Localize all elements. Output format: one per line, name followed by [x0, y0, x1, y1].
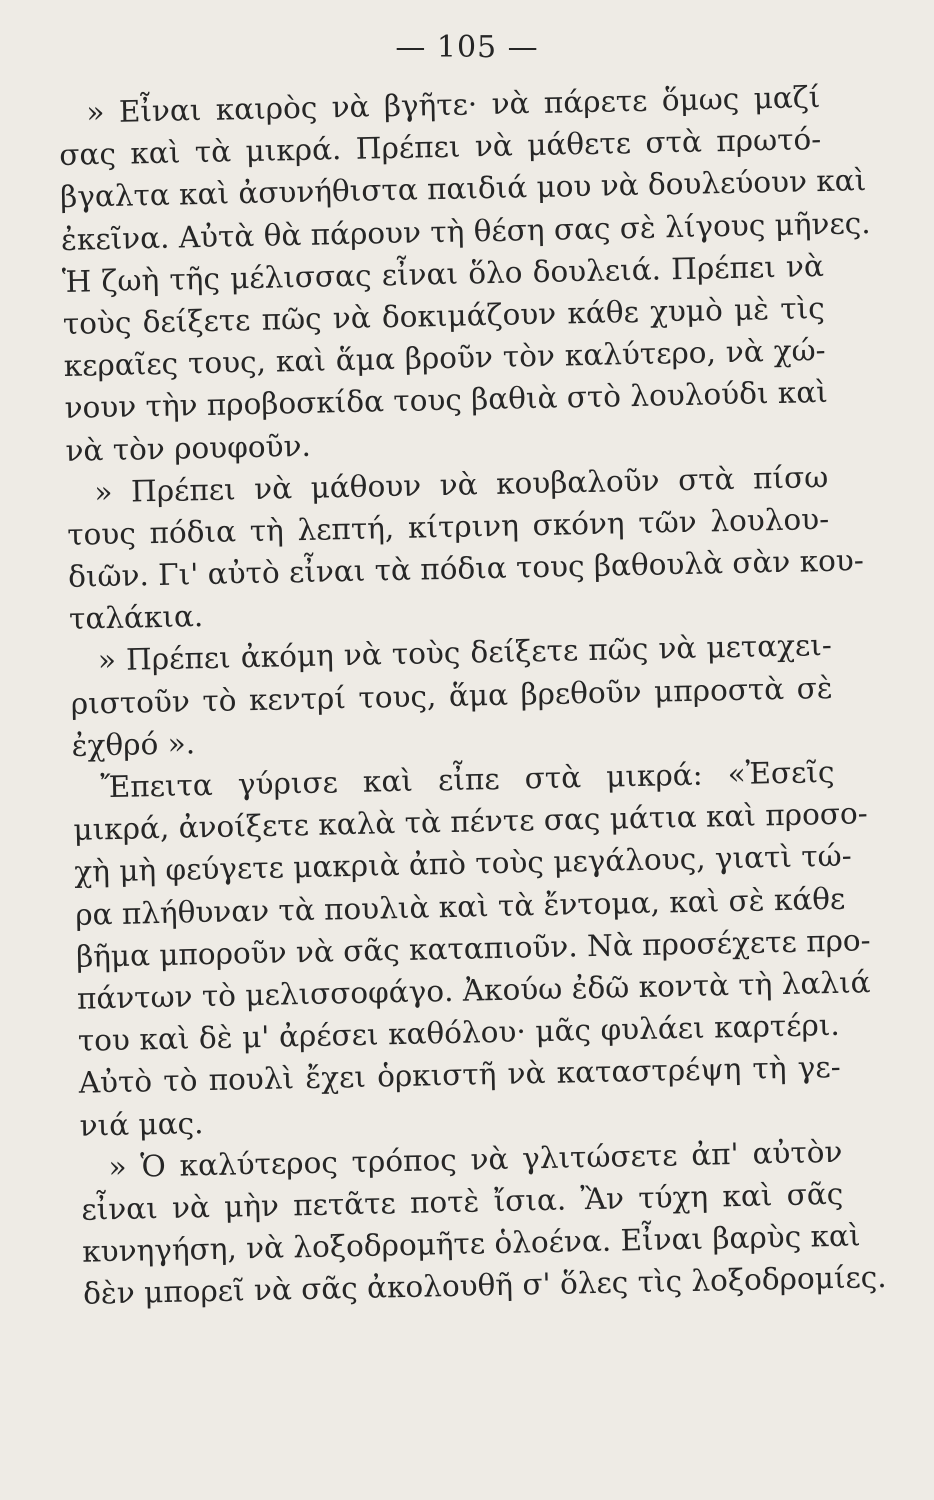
- text-line: νιά μας.: [79, 1105, 204, 1143]
- text-line: ριστοῦν τὸ κεντρί τους, ἅμα βρεθοῦν μπροστὰ σὲ: [70, 670, 833, 721]
- text-line: » Πρέπει νὰ μάθουν νὰ κουβαλοῦν στὰ πίσω: [94, 459, 829, 510]
- text-line: χὴ μὴ φεύγετε μακριὰ ἀπὸ τοὺς μεγάλους, γιατὶ τώ-: [73, 838, 852, 890]
- text-line: διῶν. Γι' αὐτὸ εἶναι τὰ πόδια τους βαθουλὰ σὰν κου-: [67, 543, 865, 594]
- text-line: » Ὁ καλύτερος τρόπος νὰ γλιτώσετε ἀπ' αὐτὸν: [108, 1134, 843, 1184]
- text-line: νουν τὴν προβοσκίδα τους βαθιὰ στὸ λουλούδι καὶ: [64, 375, 829, 426]
- text-line: Ἔπειτα γύρισε καὶ εἶπε στὰ μικρά: «Ἐσεῖς: [100, 754, 835, 805]
- body-text: [58, 76, 887, 1315]
- text-line: νὰ τὸν ρουφοῦν.: [65, 428, 312, 468]
- text-line: » Πρέπει ἀκόμη νὰ τοὺς δείξετε πῶς νὰ μεταχει-: [97, 628, 833, 678]
- text-line: σας καὶ τὰ μικρά. Πρέπει νὰ μάθετε στὰ πρωτό-: [58, 122, 822, 173]
- text-line: εἶναι νὰ μὴν πετᾶτε ποτὲ ἴσια. Ἂν τύχη καὶ σᾶς: [81, 1176, 844, 1227]
- text-line: δὲν μπορεῖ νὰ σᾶς ἀκολουθῆ σ' ὅλες τὶς λοξοδρομίες.: [82, 1260, 887, 1311]
- text-line: κυνηγήση, νὰ λοξοδρομῆτε ὁλοένα. Εἶναι βαρὺς καὶ: [81, 1218, 861, 1269]
- text-line: Ἡ ζωὴ τῆς μέλισσας εἶναι ὅλο δουλειά. Πρέπει νὰ: [61, 248, 825, 299]
- text-line: βῆμα μποροῦν νὰ σᾶς καταπιοῦν. Νὰ προσέχετε προ-: [75, 922, 871, 974]
- text-line: ταλάκια.: [68, 599, 204, 637]
- text-line: ἐχθρό ».: [71, 726, 196, 763]
- text-line: του καὶ δὲ μ' ἀρέσει καθόλου· μᾶς φυλάει καρτέρι.: [77, 1007, 841, 1058]
- text-line: μικρά, ἀνοίξετε καλὰ τὰ πέντε σας μάτια καὶ προσο-: [73, 796, 868, 848]
- text-line: ρα πλήθυναν τὰ πουλιὰ καὶ τὰ ἔντομα, καὶ σὲ κάθε: [74, 881, 846, 932]
- page-number: — 105 —: [395, 30, 539, 65]
- text-line: τοὺς δείξετε πῶς νὰ δοκιμάζουν κάθε χυμὸ μὲ τὶς: [62, 290, 826, 341]
- text-line: βγαλτα καὶ ἀσυνήθιστα παιδιά μου νὰ δουλεύουν καὶ: [59, 163, 867, 215]
- text-line: » Εἶναι καιρὸς νὰ βγῆτε· νὰ πάρετε ὅμως μαζί: [86, 80, 821, 130]
- text-line: κεραῖες τους, καὶ ἅμα βροῦν τὸν καλύτερο, νὰ χώ-: [63, 333, 826, 384]
- text-line: πάντων τὸ μελισσοφάγο. Ἀκούω ἐδῶ κοντὰ τὴ λαλιά: [76, 965, 871, 1016]
- text-line: ἐκεῖνα. Αὐτὰ θὰ πάρουν τὴ θέση σας σὲ λίγους μῆνες.: [60, 205, 871, 257]
- text-line: Αὐτὸ τὸ πουλὶ ἔχει ὁρκιστῆ νὰ καταστρέψη τὴ γε-: [78, 1050, 841, 1101]
- text-line: τους πόδια τὴ λεπτή, κίτρινη σκόνη τῶν λουλου-: [66, 501, 830, 552]
